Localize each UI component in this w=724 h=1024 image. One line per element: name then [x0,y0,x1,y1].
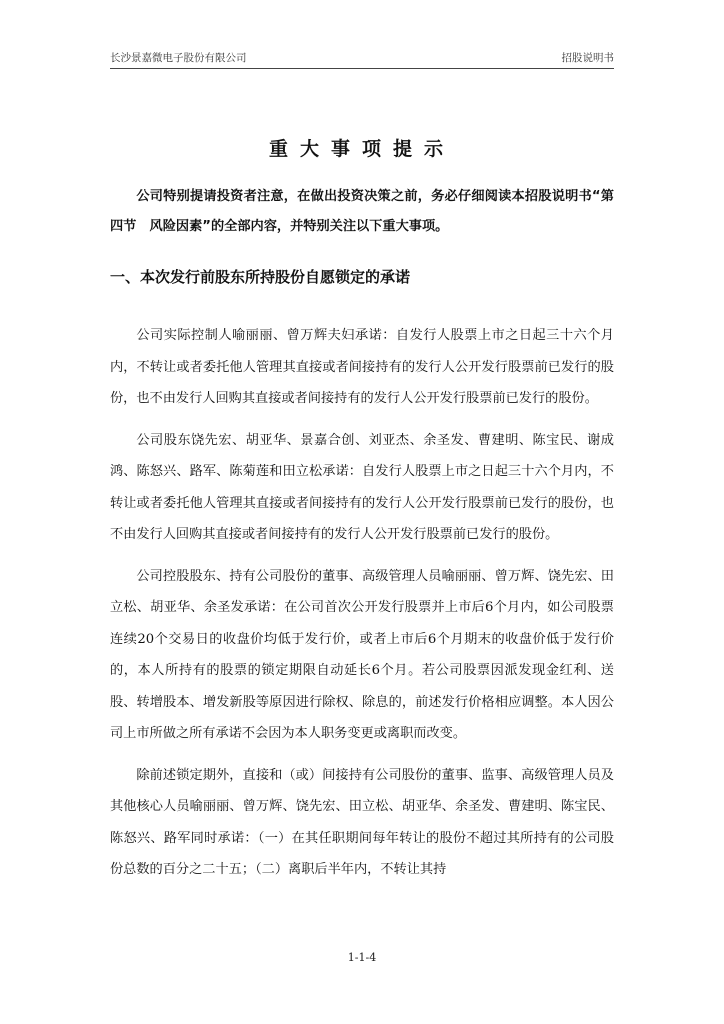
page-number: 1-1-4 [347,951,377,964]
body-paragraph-1: 公司实际控制人喻丽丽、曾万辉夫妇承诺：自发行人股票上市之日起三十六个月内，不转让或者委托他人管理其直接或者间接持有的发行人公开发行股票前已发行的股份，也不由发行人回购其直接或者间接持有的发行人公开发行股票前已发行的股份。 [110,328,614,406]
body-paragraph-4: 除前述锁定期外，直接和（或）间接持有公司股份的董事、监事、高级管理人员及其他核心人员喻丽丽、曾万辉、饶先宏、田立松、胡亚华、余圣发、曹建明、陈宝民、陈怒兴、路军同时承诺：（一）在其任职期间每年转让的股份不超过其所持有的公司股份总数的百分之二十五；（二）离职后半年内，不转让其持 [110,767,614,877]
header-document-type: 招股说明书 [561,52,614,64]
body-paragraph-2: 公司股东饶先宏、胡亚华、景嘉合创、刘亚杰、余圣发、曹建明、陈宝民、谢成鸿、陈怒兴、路军、陈菊莲和田立松承诺：自发行人股票上市之日起三十六个月内，不转让或者委托他人管理其直接或者间接持有的发行人公开发行股票前已发行的股份，也不由发行人回购其直接或者间接持有的发行人公开发行股票前已发行的股份。 [110,432,614,542]
document-body [110,182,614,896]
header-divider [110,68,614,69]
page-header [110,50,614,66]
section-heading: 一、本次发行前股东所持股份自愿锁定的承诺 [110,268,411,286]
body-paragraph-3: 公司控股股东、持有公司股份的董事、高级管理人员喻丽丽、曾万辉、饶先宏、田立松、胡亚华、余圣发承诺：在公司首次公开发行股票并上市后6个月内，如公司股票连续20个交易日的收盘价均低于发行价，或者上市后6个月期末的收盘价低于发行价的，本人所持有的股票的锁定期限自动延长6个月。若公司股票因派发现金红利、送股、转增股本、增发新股等原因进行除权、除息的，前述发行价格相应调整。本人因公司上市所做之所有承诺不会因为本人职务变更或离职而改变。 [110,568,614,741]
intro-paragraph: 公司特别提请投资者注意，在做出投资决策之前，务必仔细阅读本招股说明书“第四节 风险因素”的全部内容，并特别关注以下重大事项。 [110,189,614,234]
page-title: 重大事项提示 [268,138,455,160]
header-company-name: 长沙景嘉微电子股份有限公司 [110,52,247,64]
